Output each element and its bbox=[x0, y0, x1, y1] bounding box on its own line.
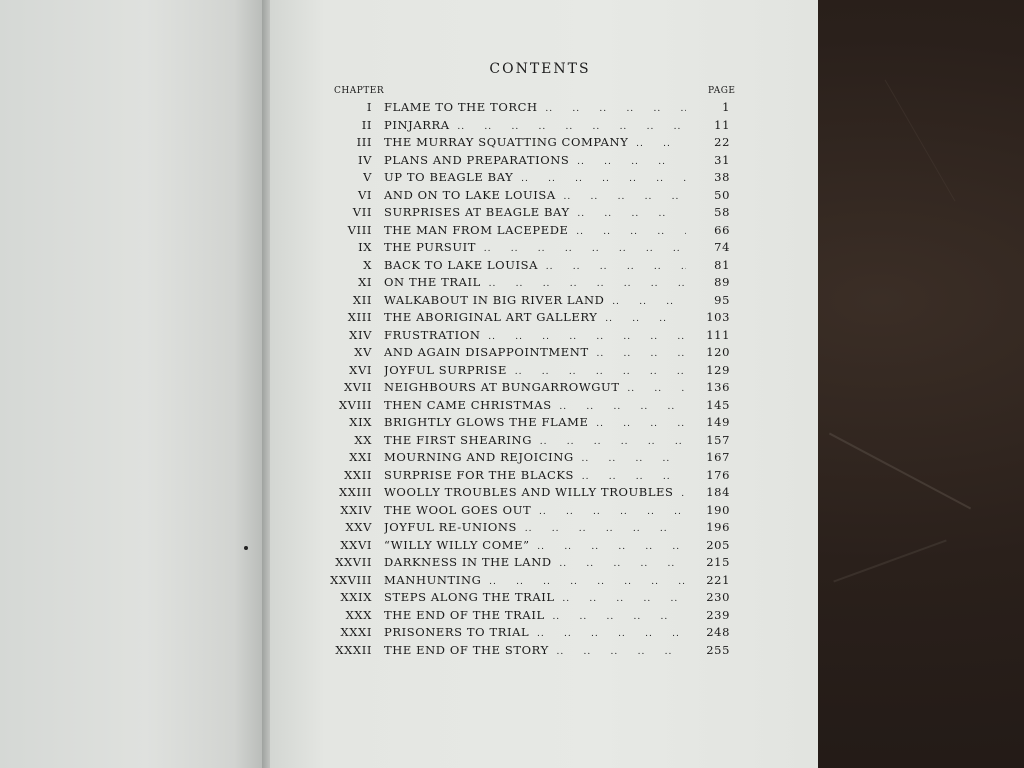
page-number: 120 bbox=[706, 345, 730, 359]
chapter-title: UP TO BEAGLE BAY .. bbox=[384, 170, 686, 184]
toc-entry bbox=[270, 520, 818, 538]
contents-page bbox=[270, 0, 818, 768]
toc-entry bbox=[270, 450, 818, 468]
page-number: 221 bbox=[706, 572, 730, 587]
toc-entry bbox=[270, 608, 818, 626]
chapter-title: MOURNING AND REJOICING .. bbox=[384, 450, 686, 464]
chapter-title: STEPS ALONG THE TRAIL .. bbox=[384, 590, 686, 604]
toc-entry bbox=[270, 100, 818, 118]
chapter-number: XVI bbox=[349, 362, 372, 377]
chapter-title: THE ABORIGINAL ART GALLERY .. bbox=[384, 310, 686, 324]
page-number: 1 bbox=[722, 100, 730, 114]
chapter-number: XXXI bbox=[340, 625, 372, 639]
chapter-title: PINJARRA .. bbox=[384, 118, 686, 132]
page-number: 81 bbox=[714, 257, 730, 272]
chapter-column-header: CHAPTER bbox=[334, 86, 385, 96]
chapter-number: XXI bbox=[349, 450, 372, 464]
chapter-title: NEIGHBOURS AT BUNGARROWGUT .. bbox=[384, 380, 686, 394]
toc-entry bbox=[270, 380, 818, 398]
page-number: 66 bbox=[714, 222, 730, 237]
chapter-number: VII bbox=[352, 205, 372, 219]
page-number: 215 bbox=[706, 555, 730, 569]
page-number: 176 bbox=[706, 467, 730, 482]
chapter-title: JOYFUL SURPRISE .. bbox=[384, 363, 686, 377]
page-number: 190 bbox=[706, 502, 730, 517]
chapter-title: SURPRISES AT BEAGLE BAY .. bbox=[384, 205, 686, 219]
page-number: 145 bbox=[706, 397, 730, 412]
chapter-number: XXII bbox=[344, 467, 372, 482]
chapter-title: THE MAN FROM LACEPEDE .. bbox=[384, 223, 686, 237]
page-number: 205 bbox=[706, 537, 730, 552]
toc-entry bbox=[270, 135, 818, 153]
left-blank-page bbox=[0, 0, 266, 768]
chapter-title: THE MURRAY SQUATTING COMPANY .. bbox=[384, 135, 686, 149]
page-number: 248 bbox=[706, 625, 730, 639]
chapter-title: THE END OF THE STORY .. bbox=[384, 643, 686, 657]
chapter-number: XXVII bbox=[335, 555, 372, 569]
page-number: 196 bbox=[706, 520, 730, 534]
chapter-title: AND ON TO LAKE LOUISA .. bbox=[384, 188, 686, 202]
page-number: 230 bbox=[706, 590, 730, 604]
toc-entry bbox=[270, 643, 818, 661]
toc-entry bbox=[270, 223, 818, 241]
toc-entry bbox=[270, 433, 818, 451]
toc-entry bbox=[270, 503, 818, 521]
chapter-title: PRISONERS TO TRIAL .. bbox=[384, 625, 686, 639]
page-number: 89 bbox=[714, 275, 730, 289]
toc-entry bbox=[270, 468, 818, 486]
background-streak bbox=[829, 433, 971, 510]
chapter-number: XXV bbox=[345, 520, 372, 534]
page-number: 95 bbox=[714, 292, 730, 307]
chapter-number: I bbox=[366, 100, 372, 114]
chapter-number: III bbox=[356, 135, 372, 149]
chapter-number: XXIV bbox=[340, 502, 372, 517]
toc-entry bbox=[270, 485, 818, 503]
chapter-number: XIV bbox=[349, 327, 372, 342]
chapter-number: XX bbox=[354, 432, 372, 447]
toc-entry bbox=[270, 188, 818, 206]
page-number: 136 bbox=[706, 380, 730, 394]
chapter-title: THE FIRST SHEARING .. bbox=[384, 433, 686, 447]
page-number: 103 bbox=[706, 310, 730, 324]
page-number: 31 bbox=[714, 152, 730, 167]
chapter-number: IV bbox=[357, 152, 372, 167]
toc-entry bbox=[270, 538, 818, 556]
chapter-number: XVIII bbox=[338, 397, 372, 412]
chapter-number: IX bbox=[358, 240, 372, 254]
contents-heading-text: CONTENTS bbox=[489, 61, 591, 77]
chapter-title: DARKNESS IN THE LAND .. bbox=[384, 555, 686, 569]
chapter-title: THE WOOL GOES OUT .. bbox=[384, 503, 686, 517]
chapter-title: THEN CAME CHRISTMAS .. bbox=[384, 398, 686, 412]
chapter-number: XXX bbox=[345, 607, 372, 622]
chapter-number: VI bbox=[357, 187, 372, 202]
toc-entry bbox=[270, 363, 818, 381]
toc-entry bbox=[270, 118, 818, 136]
background-streak bbox=[833, 540, 946, 583]
chapter-number: XXVIII bbox=[330, 572, 372, 587]
chapter-title: JOYFUL RE-UNIONS .. bbox=[384, 520, 686, 534]
background-streak bbox=[885, 80, 956, 202]
toc-entry bbox=[270, 590, 818, 608]
toc-entry bbox=[270, 328, 818, 346]
toc-entry bbox=[270, 573, 818, 591]
chapter-number: XXIX bbox=[340, 590, 372, 604]
chapter-title: THE PURSUIT .. bbox=[384, 240, 686, 254]
table-of-contents bbox=[270, 100, 818, 660]
page-column-header: PAGE bbox=[708, 86, 736, 96]
chapter-number: XII bbox=[352, 292, 372, 307]
chapter-title: FRUSTRATION .. bbox=[384, 328, 686, 342]
page-number: 22 bbox=[714, 135, 730, 149]
page-number: 184 bbox=[706, 485, 730, 499]
ink-speck bbox=[244, 546, 248, 550]
chapter-number: VIII bbox=[347, 222, 372, 237]
page-number: 157 bbox=[706, 432, 730, 447]
chapter-title: AND AGAIN DISAPPOINTMENT .. bbox=[384, 345, 686, 359]
page-number: 149 bbox=[706, 415, 730, 429]
toc-entry bbox=[270, 240, 818, 258]
toc-entry bbox=[270, 555, 818, 573]
toc-entry bbox=[270, 310, 818, 328]
page-number: 74 bbox=[714, 240, 730, 254]
toc-entry bbox=[270, 275, 818, 293]
page-number: 167 bbox=[706, 450, 730, 464]
toc-entry bbox=[270, 625, 818, 643]
chapter-number: XI bbox=[358, 275, 372, 289]
toc-entry bbox=[270, 170, 818, 188]
toc-entry bbox=[270, 415, 818, 433]
page-number: 129 bbox=[706, 362, 730, 377]
chapter-title: BRIGHTLY GLOWS THE FLAME .. bbox=[384, 415, 686, 429]
chapter-title: SURPRISE FOR THE BLACKS .. bbox=[384, 468, 686, 482]
chapter-number: XIX bbox=[349, 415, 372, 429]
toc-entry bbox=[270, 345, 818, 363]
chapter-title: PLANS AND PREPARATIONS .. bbox=[384, 153, 686, 167]
chapter-number: X bbox=[363, 257, 372, 272]
toc-entry bbox=[270, 205, 818, 223]
page-number: 111 bbox=[706, 327, 730, 342]
chapter-title: BACK TO LAKE LOUISA .. bbox=[384, 258, 686, 272]
chapter-title: ON THE TRAIL .. bbox=[384, 275, 686, 289]
chapter-number: II bbox=[361, 117, 372, 132]
page-number: 58 bbox=[714, 205, 730, 219]
chapter-number: XXXII bbox=[335, 642, 372, 657]
page-number: 255 bbox=[706, 642, 730, 657]
chapter-title: THE END OF THE TRAIL .. bbox=[384, 608, 686, 622]
page-number: 38 bbox=[714, 170, 730, 184]
chapter-number: XXVI bbox=[340, 537, 372, 552]
page-number: 11 bbox=[714, 117, 730, 132]
chapter-number: XV bbox=[354, 345, 372, 359]
chapter-title: “WILLY WILLY COME” .. bbox=[384, 538, 686, 552]
page-number: 239 bbox=[706, 607, 730, 622]
chapter-number: XVII bbox=[344, 380, 372, 394]
chapter-title: WOOLLY TROUBLES AND WILLY TROUBLES .. bbox=[384, 485, 686, 499]
chapter-number: V bbox=[363, 170, 372, 184]
chapter-title: WALKABOUT IN BIG RIVER LAND .. bbox=[384, 293, 686, 307]
chapter-title: FLAME TO THE TORCH .. bbox=[384, 100, 686, 114]
toc-entry bbox=[270, 398, 818, 416]
toc-entry bbox=[270, 153, 818, 171]
page-number: 50 bbox=[714, 187, 730, 202]
chapter-number: XXIII bbox=[338, 485, 372, 499]
chapter-number: XIII bbox=[347, 310, 372, 324]
chapter-title: MANHUNTING .. bbox=[384, 573, 686, 587]
contents-heading bbox=[270, 61, 818, 77]
toc-entry bbox=[270, 258, 818, 276]
toc-entry bbox=[270, 293, 818, 311]
